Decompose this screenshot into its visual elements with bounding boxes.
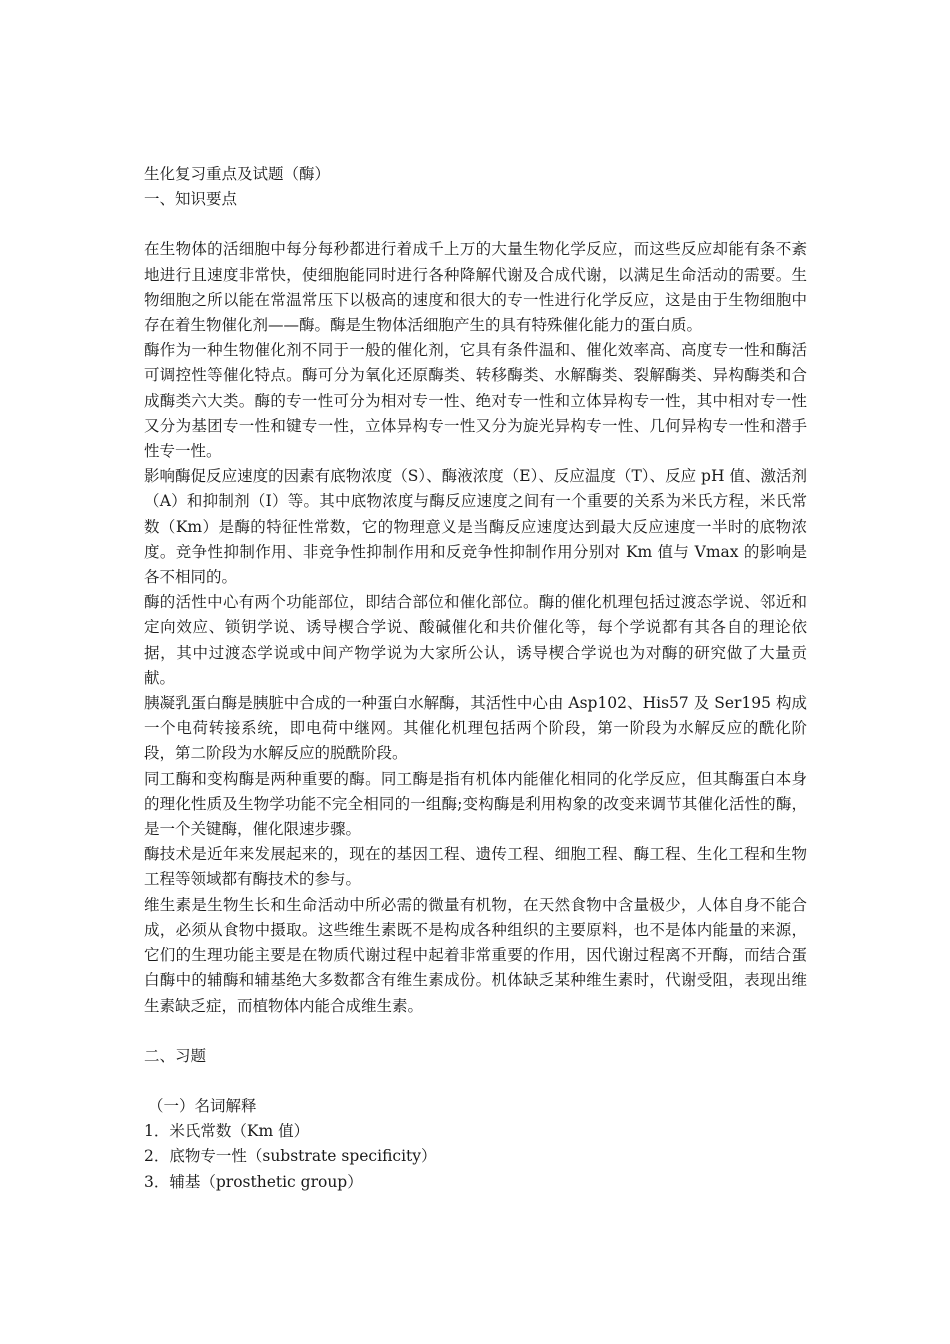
paragraph: 在生物体的活细胞中每分每秒都进行着成千上万的大量生物化学反应，而这些反应却能有条不紊地进行且速度非常快，使细胞能同时进行各种降解代谢及合成代谢，以满足生命活动的需要。生物细胞之所以能在常温常压下以极高的速度和很大的专一性进行化学反应，这是由于生物细胞中存在着生物催化剂——酶。酶是生物体活细胞产生的具有特殊催化能力的蛋白质。 [144,240,807,335]
exercise-item: 1．米氏常数（Km 值） [144,1122,310,1141]
paragraph: 影响酶促反应速度的因素有底物浓度（S）、酶液浓度（E）、反应温度（T）、反应 pH 值、激活剂（A）和抑制剂（I）等。其中底物浓度与酶反应速度之间有一个重要的关系为米氏方程，米氏常数（Km）是酶的特征性常数，它的物理意义是当酶反应速度达到最大反应速度一半时的底物浓度。竞争性抑制作用、非竞争性抑制作用和反竞争性抑制作用分别对 Km 值与 Vmax 的影响是各不相同的。 [144,467,807,587]
blank-line [144,212,807,237]
paragraph: 维生素是生物生长和生命活动中所必需的微量有机物，在天然食物中含量极少，人体自身不能合成，必须从食物中摄取。这些维生素既不是构成各种组织的主要原料，也不是体内能量的来源，它们的生理功能主要是在物质代谢过程中起着非常重要的作用，因代谢过程离不开酶，而结合蛋白酶中的辅酶和辅基绝大多数都含有维生素成份。机体缺乏某种维生素时，代谢受阻，表现出维生素缺乏症，而植物体内能合成维生素。 [144,895,807,1015]
section-heading-knowledge-points: 一、知识要点 [144,190,238,209]
section-heading-exercises: 二、习题 [144,1046,207,1065]
paragraph: 酶技术是近年来发展起来的，现在的基因工程、遗传工程、细胞工程、酶工程、生化工程和生物工程等领域都有酶技术的参与。 [144,845,807,889]
exercise-subheading: （一）名词解释 [148,1096,257,1115]
document-title: 生化复习重点及试题（酶） [144,165,331,183]
document-page [144,162,807,1195]
paragraph: 胰凝乳蛋白酶是胰脏中合成的一种蛋白水解酶，其活性中心由 Asp102、His57 及 Ser195 构成一个电荷转接系统，即电荷中继网。其催化机理包括两个阶段，第一阶段为水解反应的酰化阶段，第二阶段为水解反应的脱酰阶段。 [144,694,807,763]
paragraph: 酶作为一种生物催化剂不同于一般的催化剂，它具有条件温和、催化效率高、高度专一性和酶活可调控性等催化特点。酶可分为氧化还原酶类、转移酶类、水解酶类、裂解酶类、异构酶类和合成酶类六大类。酶的专一性可分为相对专一性、绝对专一性和立体异构专一性，其中相对专一性又分为基团专一性和键专一性，立体异构专一性又分为旋光异构专一性、几何异构专一性和潜手性专一性。 [144,341,807,461]
exercise-list [144,1119,807,1195]
exercise-item: 3．辅基（prosthetic group） [144,1172,363,1191]
blank-line [144,1069,807,1094]
knowledge-paragraphs [144,237,807,1018]
blank-line [144,1019,807,1044]
paragraph: 酶的活性中心有两个功能部位，即结合部位和催化部位。酶的催化机理包括过渡态学说、邻近和定向效应、锁钥学说、诱导楔合学说、酸碱催化和共价催化等，每个学说都有其各自的理论依据，其中过渡态学说或中间产物学说为大家所公认，诱导楔合学说也为对酶的研究做了大量贡献。 [144,593,807,687]
exercise-item: 2．底物专一性（substrate specificity） [144,1147,437,1166]
paragraph: 同工酶和变构酶是两种重要的酶。同工酶是指有机体内能催化相同的化学反应，但其酶蛋白本身的理化性质及生物学功能不完全相同的一组酶;变构酶是利用构象的改变来调节其催化活性的酶，是一个关键酶，催化限速步骤。 [144,769,807,839]
